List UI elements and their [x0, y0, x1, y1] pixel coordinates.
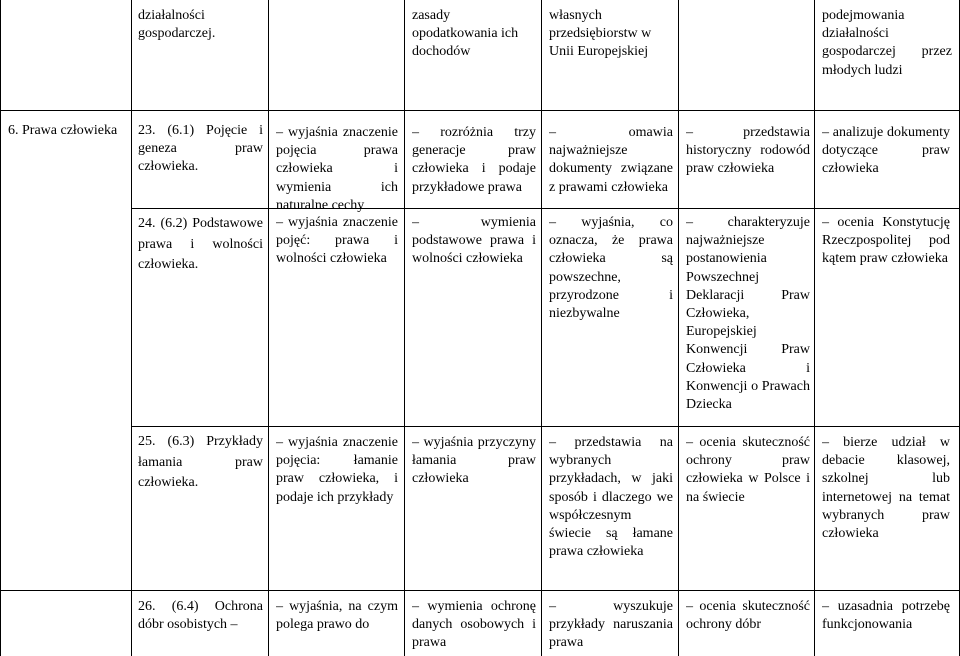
level-c-item: – omawia najważniejsze dokumenty związane z prawami człowieka: [549, 125, 673, 195]
topic-26: 26. (6.4) Ochrona dóbr osobistych –: [138, 599, 263, 633]
column-divider: [268, 0, 269, 656]
column-divider: [678, 0, 679, 656]
level-b-item: – wymienia ochronę danych osobowych i prawa: [412, 599, 536, 651]
level-a-item: – wyjaśnia znaczenie pojęcia: łamanie praw człowieka, i podaje ich przykłady: [276, 435, 398, 505]
level-c-item: – wyjaśnia, co oznacza, że prawa człowieka są powszechne, przyrodzone i niezbywalne: [549, 215, 673, 322]
topic-24: 24. (6.2) Podstawowe prawa i wolności człowieka.: [138, 216, 263, 272]
level-d-item: – przedstawia historyczny rodowód praw człowieka: [686, 125, 810, 177]
topic-25: 25. (6.3) Przykłady łamania praw człowieka.: [138, 434, 263, 490]
level-a-item: – wyjaśnia znaczenie pojęcia prawa człowieka i wymienia ich naturalne cechy: [276, 125, 398, 213]
section-label: 6. Prawa człowieka: [8, 123, 118, 138]
level-e-item: – ocenia Konstytucję Rzeczpospolitej pod kątem praw człowieka: [822, 215, 950, 267]
row-divider: [0, 110, 960, 111]
table-border-left: [0, 0, 1, 656]
level-d-item: – ocenia skuteczność ochrony praw człowieka w Polsce i na świecie: [686, 435, 810, 505]
level-c-item: – wyszukuje przykłady naruszania prawa: [549, 599, 673, 651]
row-divider: [131, 426, 960, 427]
column-divider: [404, 0, 405, 656]
column-divider: [814, 0, 815, 656]
column-divider: [541, 0, 542, 656]
level-b-item: – wymienia podstawowe prawa i wolności człowieka: [412, 215, 536, 267]
level-e-item: – uzasadnia potrzebę funkcjonowania: [822, 599, 950, 633]
prior-level-b-cell: zasady opodatkowania ich dochodów: [412, 8, 519, 60]
level-c-item: – przedstawia na wybranych przykładach, w jaki sposób i dlaczego we współczesnym świecie są łamane prawa człowieka: [549, 435, 673, 560]
level-d-item: – charakteryzuje najważniejsze postanowienia Powszechnej Deklaracji Praw Człowieka, Europejskiej Konwencji Praw Człowieka i Konwencji o Prawach Dziecka: [686, 215, 810, 413]
level-a-item: – wyjaśnia znaczenie pojęć: prawa i wolności człowieka: [276, 215, 398, 267]
level-e-item: – bierze udział w debacie klasowej, szkolnej lub internetowej na temat wybranych praw człowieka: [822, 435, 950, 542]
prior-level-e-cell: podejmowania działalności gospodarczej przez młodych ludzi: [822, 8, 952, 78]
level-b-item: – rozróżnia trzy generacje praw człowieka i podaje przykładowe prawa: [412, 125, 536, 195]
row-divider: [0, 590, 960, 591]
level-a-item: – wyjaśnia, na czym polega prawo do: [276, 599, 398, 633]
level-e-item: – analizuje dokumenty dotyczące praw człowieka: [822, 125, 950, 177]
column-divider: [131, 0, 132, 656]
prior-topic-cell: działalności gospodarczej.: [138, 8, 216, 42]
level-b-item: – wyjaśnia przyczyny łamania praw człowieka: [412, 435, 536, 487]
topic-23: 23. (6.1) Pojęcie i geneza praw człowieka.: [138, 123, 263, 175]
row-divider: [131, 208, 960, 209]
level-d-item: – ocenia skuteczność ochrony dóbr: [686, 599, 810, 633]
prior-level-c-cell: własnych przedsiębiorstw w Unii Europejskiej: [549, 8, 652, 60]
